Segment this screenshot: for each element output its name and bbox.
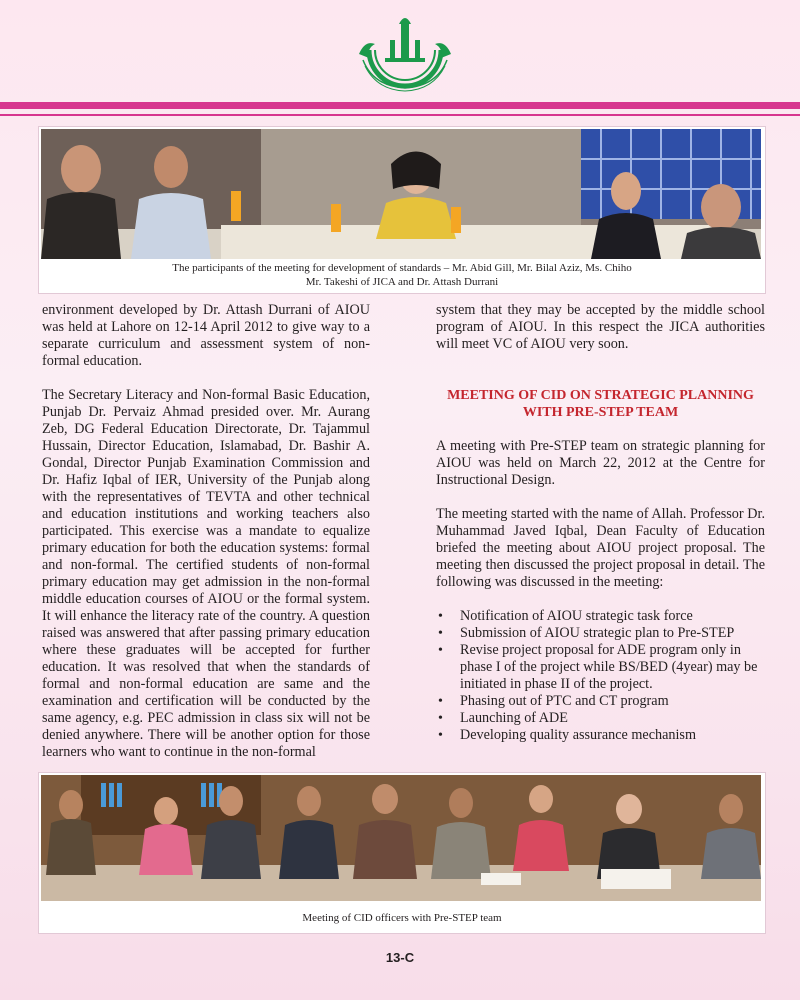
list-item: • Notification of AIOU strategic task force (438, 608, 693, 624)
top-photo-caption-line-2: Mr. Takeshi of JICA and Dr. Attash Durrani (305, 276, 499, 288)
right-paragraph-1: system that they may be accepted by the middle school program of AIOU. In this respect the JICA authorities will meet VC of AIOU very soon. (436, 302, 765, 352)
bullet-icon: • (438, 643, 443, 658)
list-item: • Submission of AIOU strategic plan to Pre-STEP (438, 625, 735, 641)
left-article-column (42, 302, 370, 778)
list-item: • Launching of ADE (438, 710, 568, 726)
header-accent-line (0, 114, 800, 116)
list-item: • Revise project proposal for ADE program only in phase I of the project while BS/BED (4year) may be initiated in phase II of the project. (438, 642, 758, 692)
top-photo-frame (38, 126, 766, 294)
bullet-icon: • (438, 728, 443, 743)
right-paragraph-2: A meeting with Pre-STEP team on strategic planning for AIOU was held on March 22, 2012 at the Centre for Instructional Design. (436, 438, 765, 488)
top-meeting-photo (41, 129, 761, 259)
section-heading-line-1: MEETING OF CID ON STRATEGIC PLANNING (447, 388, 754, 403)
aiou-emblem-icon (355, 10, 455, 92)
bullet-icon: • (438, 694, 443, 709)
university-logo (355, 10, 455, 92)
section-heading-line-2: WITH PRE-STEP TEAM (522, 405, 679, 420)
bottom-meeting-photo (41, 775, 761, 901)
bullet-icon: • (438, 609, 443, 624)
discussion-list (436, 608, 765, 744)
top-photo-caption-line-1: The participants of the meeting for development of standards – Mr. Abid Gill, Mr. Bilal Aziz, Ms. Chiho (172, 262, 632, 274)
list-item: • Developing quality assurance mechanism (438, 727, 696, 743)
bullet-icon: • (438, 626, 443, 641)
bottom-photo-frame (38, 772, 766, 934)
left-paragraph-2: The Secretary Literacy and Non-formal Basic Education, Punjab Dr. Pervaiz Ahmad presided over. Mr. Aurang Zeb, DG Federal Education Directorate, Dr. Tajammul Hussain, Director Education, Islamabad, Dr. Bashir A. Gondal, Director Punjab Examination Commission and Dr. Hafiz Iqbal of IER, University of the Punjab along with the representatives of TEVTA and other technical and education institutions and working teachers also participated. This exercise was a mandate to equalize primary education for both the education systems: formal and non-formal. The certified students of non-formal primary education may get admission in the non-formal middle education courses of AIOU or the formal system. It will enhance the literacy rate of the country. A question raised was answered that after passing primary education where these graduates will be accepted for further education. It was resolved that when the standards of formal and non-formal education are same and the examination and certification will be conducted by the same agency, e.g. PEC admission in class six will not be denied anywhere. There will be another option for those learners who want to continue in the non-formal (42, 387, 370, 760)
right-paragraph-3: The meeting started with the name of Allah. Professor Dr. Muhammad Javed Iqbal, Dean Faculty of Education briefed the meeting about AIOU project proposal. The meeting then discussed the project proposal in detail. The following was discussed in the meeting: (436, 506, 765, 590)
right-article-column (436, 302, 765, 744)
bottom-photo-caption: Meeting of CID officers with Pre-STEP team (302, 912, 502, 924)
left-paragraph-1: environment developed by Dr. Attash Durrani of AIOU was held at Lahore on 12-14 April 2012 to give way to a separate curriculum and assessment system of non-formal education. (42, 302, 370, 369)
list-item: • Phasing out of PTC and CT program (438, 693, 669, 709)
header-accent-band (0, 102, 800, 109)
section-heading (436, 387, 765, 421)
bullet-icon: • (438, 711, 443, 726)
page-number: 13-C (385, 950, 415, 965)
